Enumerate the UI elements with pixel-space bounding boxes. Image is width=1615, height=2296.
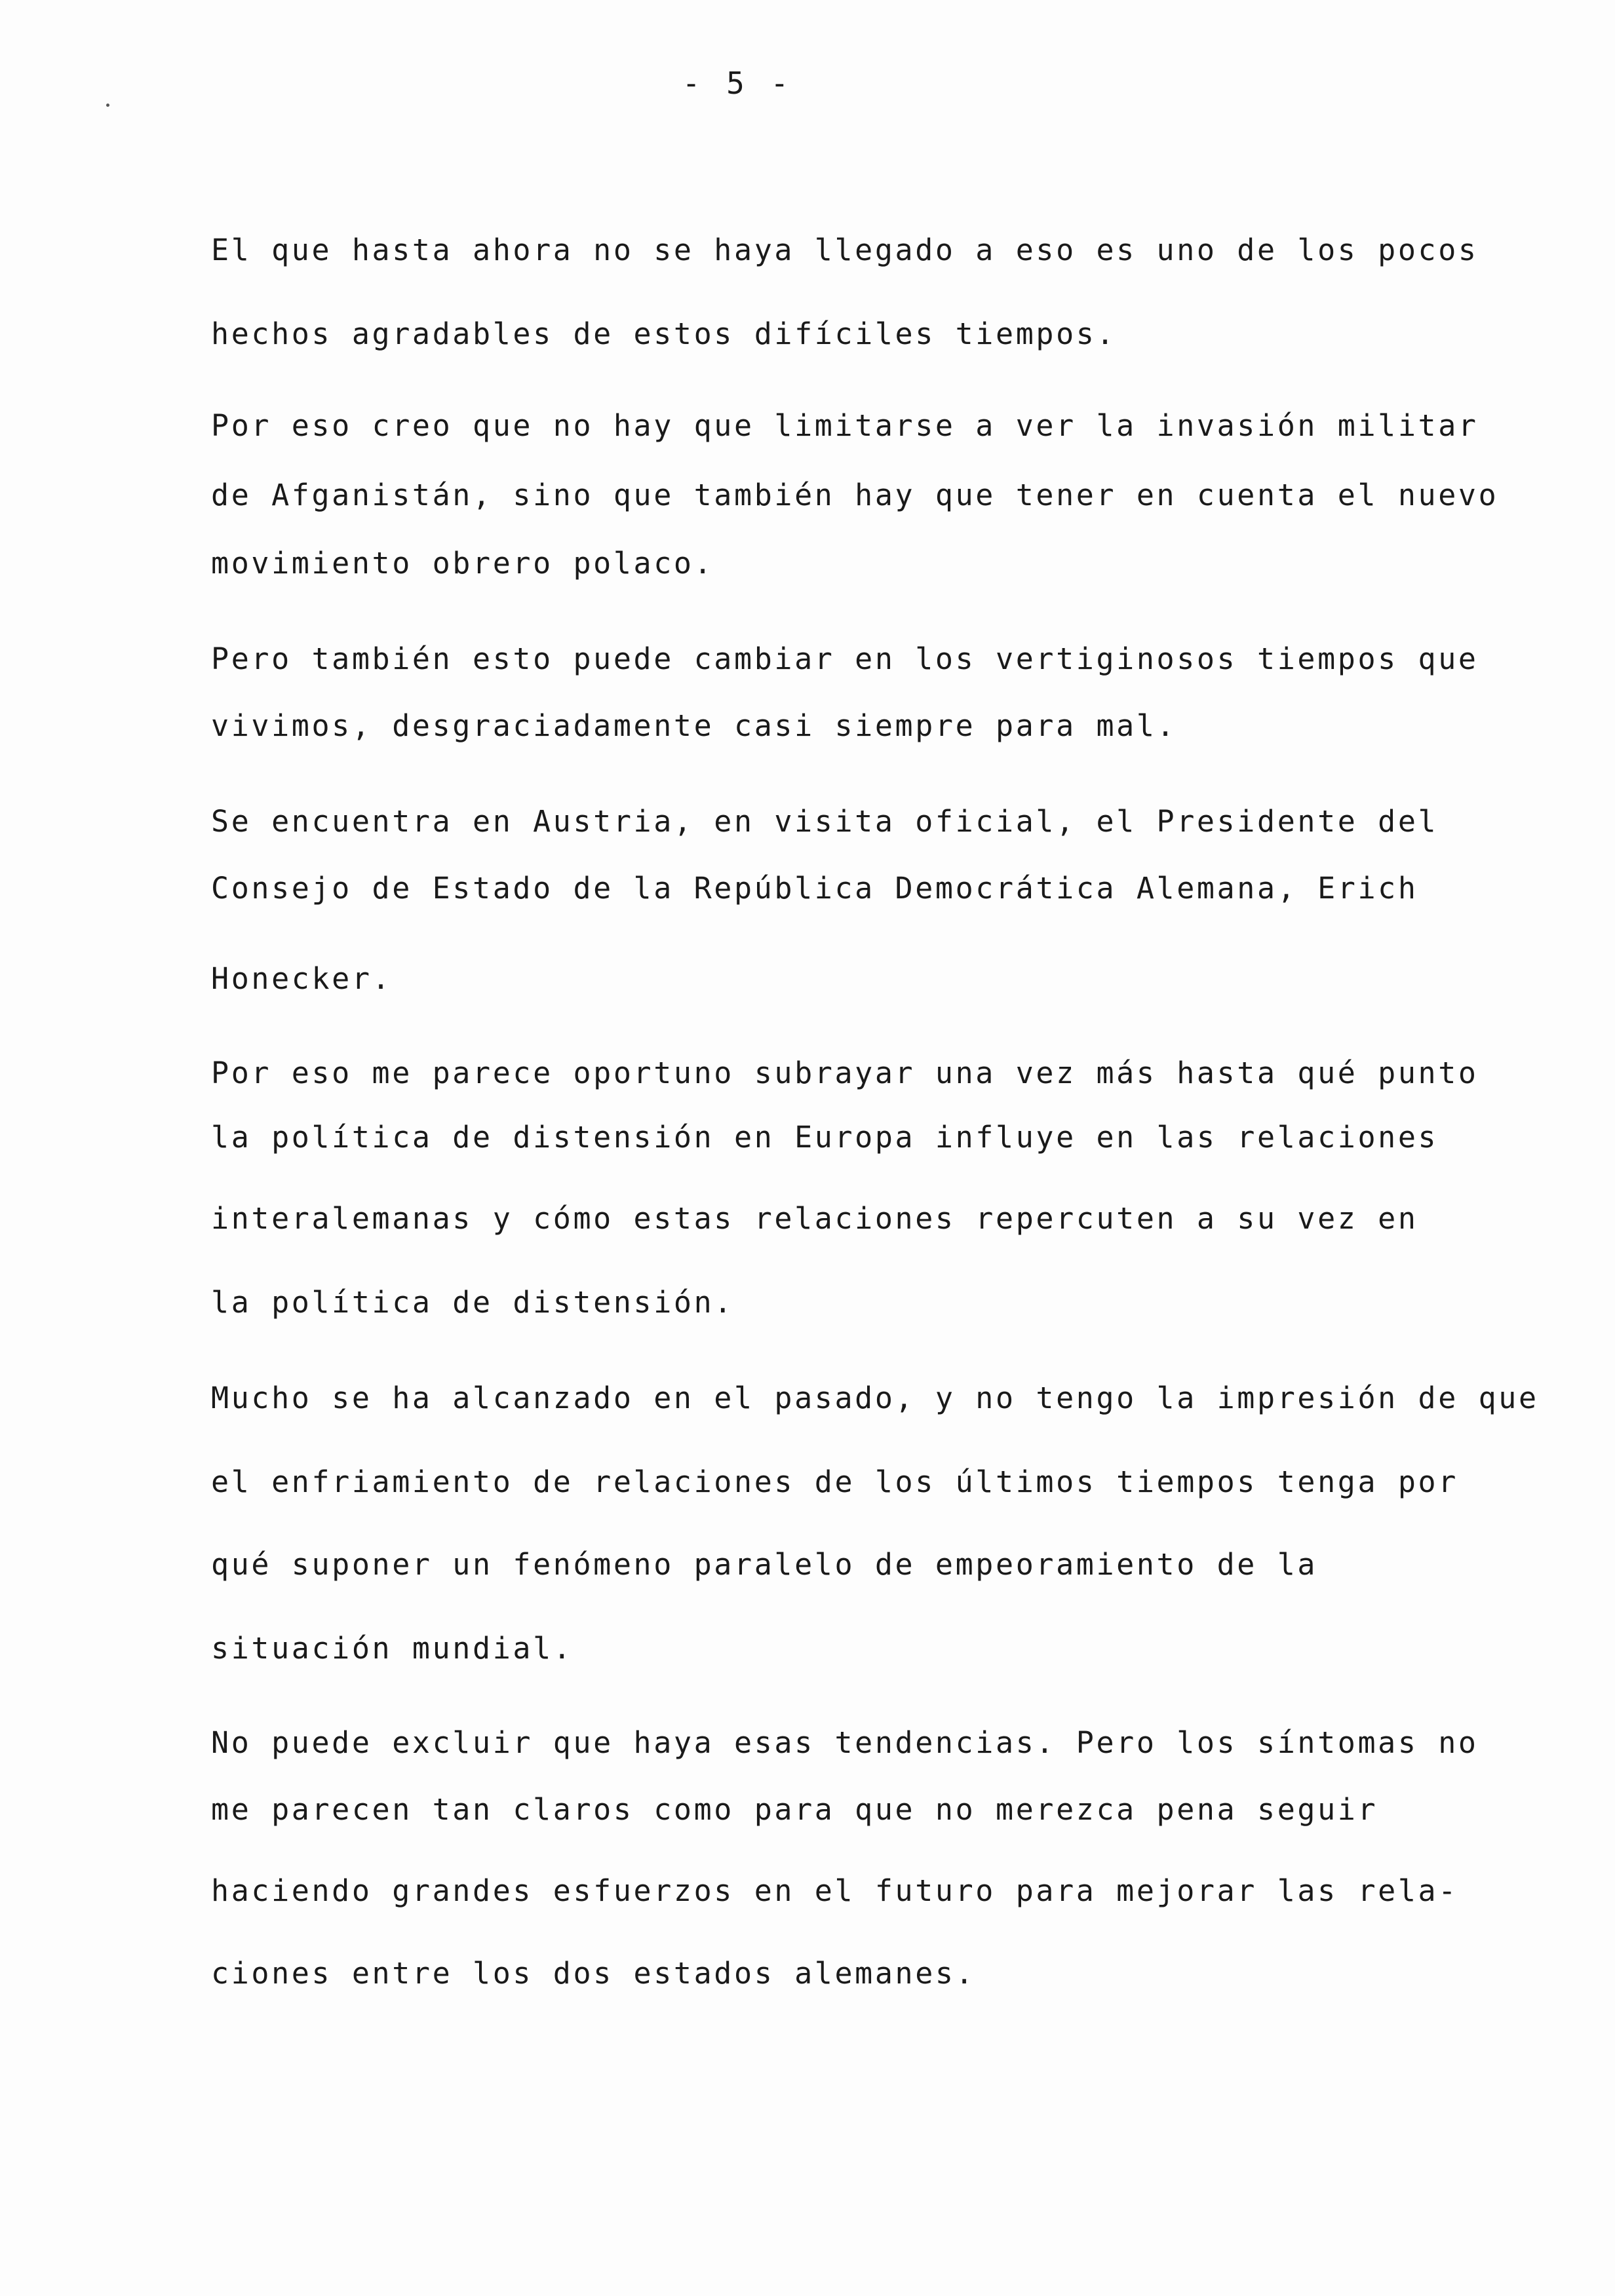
text-line: ciones entre los dos estados alemanes. — [211, 1956, 976, 1991]
text-line: Pero también esto puede cambiar en los vertiginosos tiempos que — [211, 641, 1479, 676]
text-line: situación mundial. — [211, 1631, 574, 1666]
text-line: hechos agradables de estos difíciles tiempos. — [211, 316, 1117, 351]
text-line: vivimos, desgraciadamente casi siempre para mal. — [211, 708, 1177, 743]
text-line: Por eso me parece oportuno subrayar una vez más hasta qué punto — [211, 1056, 1479, 1090]
text-line: de Afganistán, sino que también hay que tener en cuenta el nuevo — [211, 478, 1499, 512]
text-line: Consejo de Estado de la República Democrática Alemana, Erich — [211, 871, 1418, 906]
text-line: movimiento obrero polaco. — [211, 546, 714, 581]
text-line: interalemanas y cómo estas relaciones repercuten a su vez en — [211, 1201, 1418, 1236]
text-line: No puede excluir que haya esas tendencias. Pero los síntomas no — [211, 1725, 1479, 1760]
text-line: Por eso creo que no hay que limitarse a ver la invasión militar — [211, 408, 1479, 443]
text-line: la política de distensión. — [211, 1285, 734, 1320]
text-line: El que hasta ahora no se haya llegado a eso es uno de los pocos — [211, 233, 1479, 267]
text-line: la política de distensión en Europa influye en las relaciones — [211, 1120, 1439, 1155]
text-line: haciendo grandes esfuerzos en el futuro para mejorar las rela- — [211, 1873, 1458, 1908]
page-number: - 5 - — [682, 66, 793, 101]
text-line: me parecen tan claros como para que no merezca pena seguir — [211, 1792, 1378, 1827]
text-line: Mucho se ha alcanzado en el pasado, y no tengo la impresión de que — [211, 1381, 1539, 1415]
text-line: qué suponer un fenómeno paralelo de empeoramiento de la — [211, 1547, 1318, 1582]
text-line: Se encuentra en Austria, en visita oficial, el Presidente del — [211, 804, 1439, 839]
text-line: el enfriamiento de relaciones de los últimos tiempos tenga por — [211, 1464, 1458, 1499]
text-line: Honecker. — [211, 961, 393, 996]
scan-speck — [106, 104, 109, 107]
